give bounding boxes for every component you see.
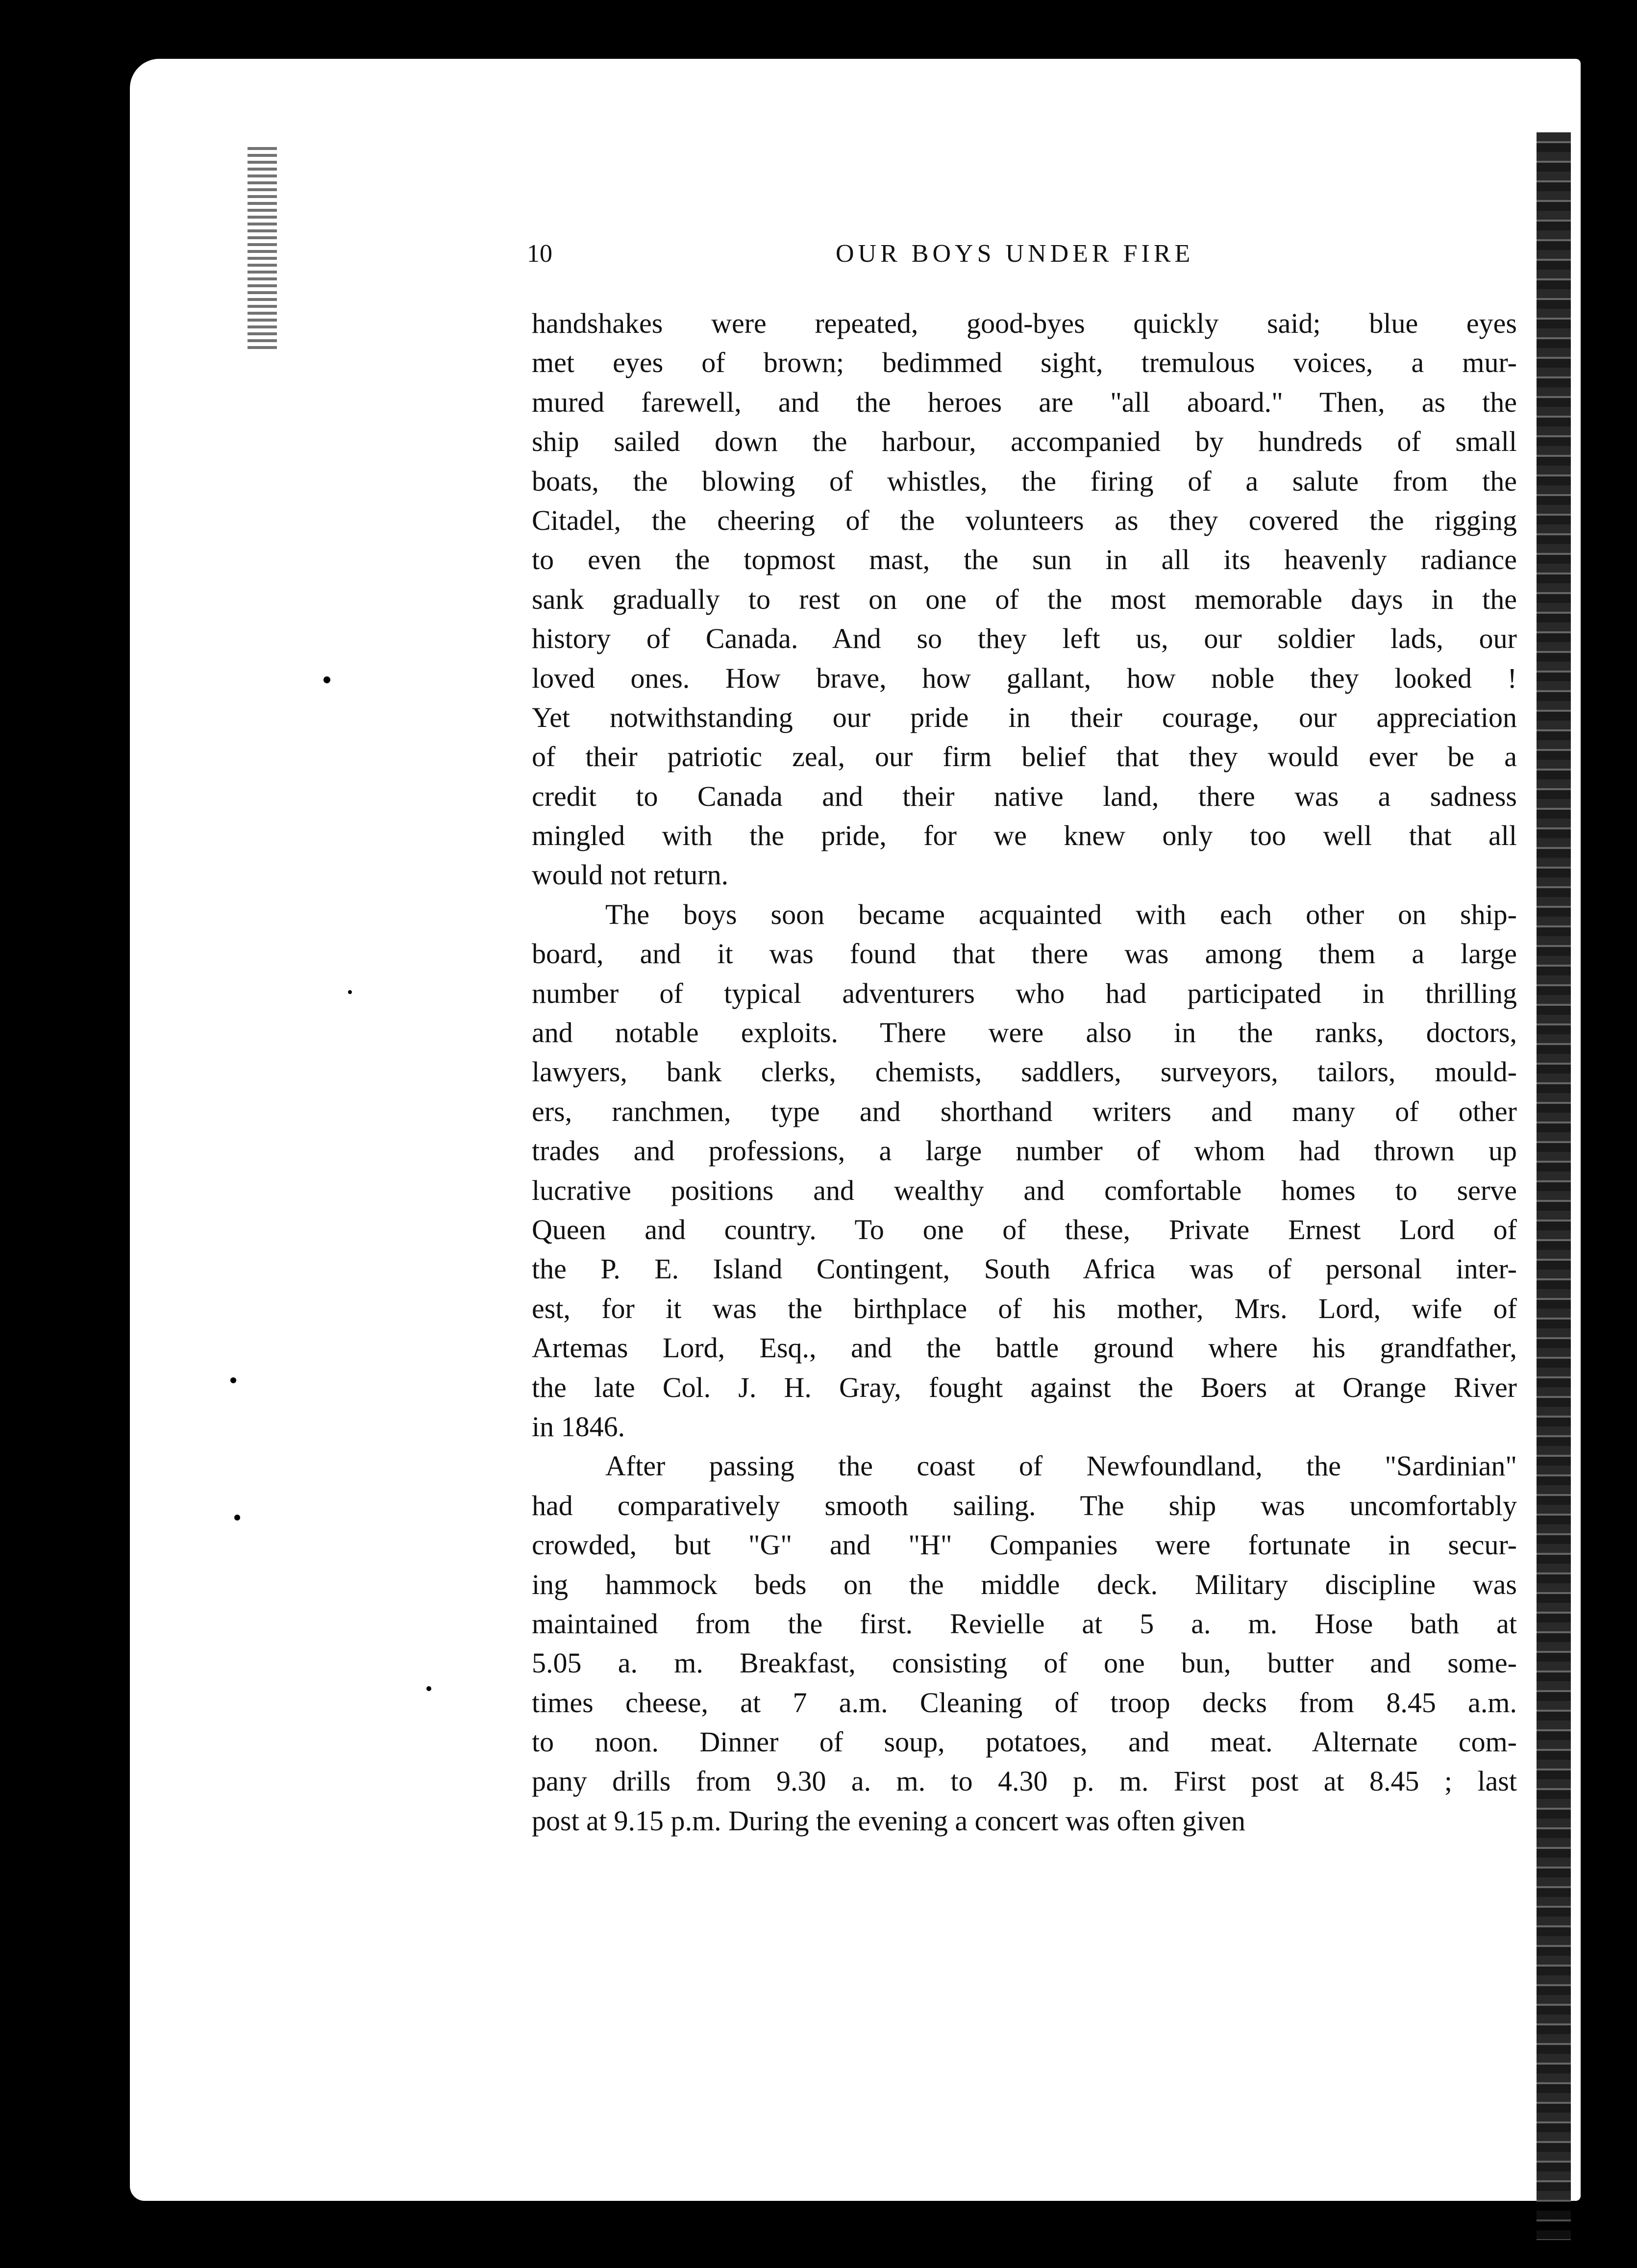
text-line: 5.05 a. m. Breakfast, consisting of one bun, butter and some-: [532, 1647, 1517, 1679]
text-line: lucrative positions and wealthy and comfortable homes to serve: [532, 1174, 1517, 1206]
text-line: would not return.: [532, 859, 729, 891]
text-line: trades and professions, a large number of whom had thrown up: [532, 1135, 1517, 1167]
scan-speck: [230, 1377, 236, 1383]
text-line: crowded, but "G" and "H" Companies were fortunate in secur-: [532, 1529, 1517, 1561]
text-line: the late Col. J. H. Gray, fought against the Boers at Orange River: [532, 1371, 1517, 1403]
page-number: 10: [527, 240, 552, 268]
text-line: to noon. Dinner of soup, potatoes, and meat. Alternate com-: [532, 1726, 1517, 1758]
text-line: credit to Canada and their native land, there was a sadness: [532, 780, 1517, 812]
text-line: and notable exploits. There were also in the ranks, doctors,: [532, 1017, 1517, 1049]
text-line: After passing the coast of Newfoundland, the "Sardinian": [605, 1450, 1517, 1482]
text-line: Queen and country. To one of these, Private Ernest Lord of: [532, 1213, 1517, 1246]
text-line: loved ones. How brave, how gallant, how noble they looked !: [532, 662, 1517, 694]
text-line: mured farewell, and the heroes are "all aboard." Then, as the: [532, 386, 1517, 418]
text-line: Yet notwithstanding our pride in their courage, our appreciation: [532, 701, 1517, 733]
text-line: had comparatively smooth sailing. The ship was uncomfortably: [532, 1489, 1517, 1521]
text-line: ers, ranchmen, type and shorthand writers and many of other: [532, 1095, 1517, 1127]
text-line: lawyers, bank clerks, chemists, saddlers, surveyors, tailors, mould-: [532, 1056, 1517, 1088]
text-line: board, and it was found that there was among them a large: [532, 938, 1517, 970]
text-line: times cheese, at 7 a.m. Cleaning of troop decks from 8.45 a.m.: [532, 1686, 1517, 1719]
page-header: [527, 239, 1517, 278]
scan-speck: [234, 1515, 240, 1520]
text-line: number of typical adventurers who had participated in thrilling: [532, 977, 1517, 1009]
text-line: The boys soon became acquainted with each other on ship-: [605, 898, 1517, 930]
running-head: OUR BOYS UNDER FIRE: [836, 240, 1194, 268]
text-line: sank gradually to rest on one of the most memorable days in the: [532, 583, 1517, 615]
text-line: history of Canada. And so they left us, our soldier lads, our: [532, 623, 1517, 655]
page-edge-shadow-left: [248, 147, 277, 353]
text-line: handshakes were repeated, good-byes quickly said; blue eyes: [532, 307, 1517, 339]
text-line: maintained from the first. Revielle at 5 a. m. Hose bath at: [532, 1607, 1517, 1640]
scan-speck: [426, 1686, 431, 1691]
text-line: ing hammock beds on the middle deck. Military discipline was: [532, 1568, 1517, 1600]
text-line: pany drills from 9.30 a. m. to 4.30 p. m. First post at 8.45 ; last: [532, 1765, 1517, 1797]
text-line: ship sailed down the harbour, accompanied by hundreds of small: [532, 425, 1517, 458]
text-line: the P. E. Island Contingent, South Africa was of personal inter-: [532, 1253, 1517, 1285]
text-line: to even the topmost mast, the sun in all its heavenly radiance: [532, 544, 1517, 576]
text-line: Citadel, the cheering of the volunteers as they covered the rigging: [532, 504, 1517, 536]
text-line: in 1846.: [532, 1410, 625, 1443]
text-line: mingled with the pride, for we knew only too well that all: [532, 820, 1517, 852]
scan-speck: [348, 990, 352, 994]
page-edge-shadow-right: [1537, 132, 1571, 2240]
text-line: post at 9.15 p.m. During the evening a concert was often given: [532, 1804, 1246, 1837]
body-text: [532, 304, 1517, 1841]
text-line: Artemas Lord, Esq., and the battle ground where his grandfather,: [532, 1332, 1517, 1364]
text-line: met eyes of brown; bedimmed sight, tremulous voices, a mur-: [532, 347, 1517, 379]
scan-speck: [323, 676, 330, 683]
text-line: boats, the blowing of whistles, the firing of a salute from the: [532, 465, 1517, 497]
text-line: est, for it was the birthplace of his mother, Mrs. Lord, wife of: [532, 1292, 1517, 1324]
text-line: of their patriotic zeal, our firm belief that they would ever be a: [532, 741, 1517, 773]
